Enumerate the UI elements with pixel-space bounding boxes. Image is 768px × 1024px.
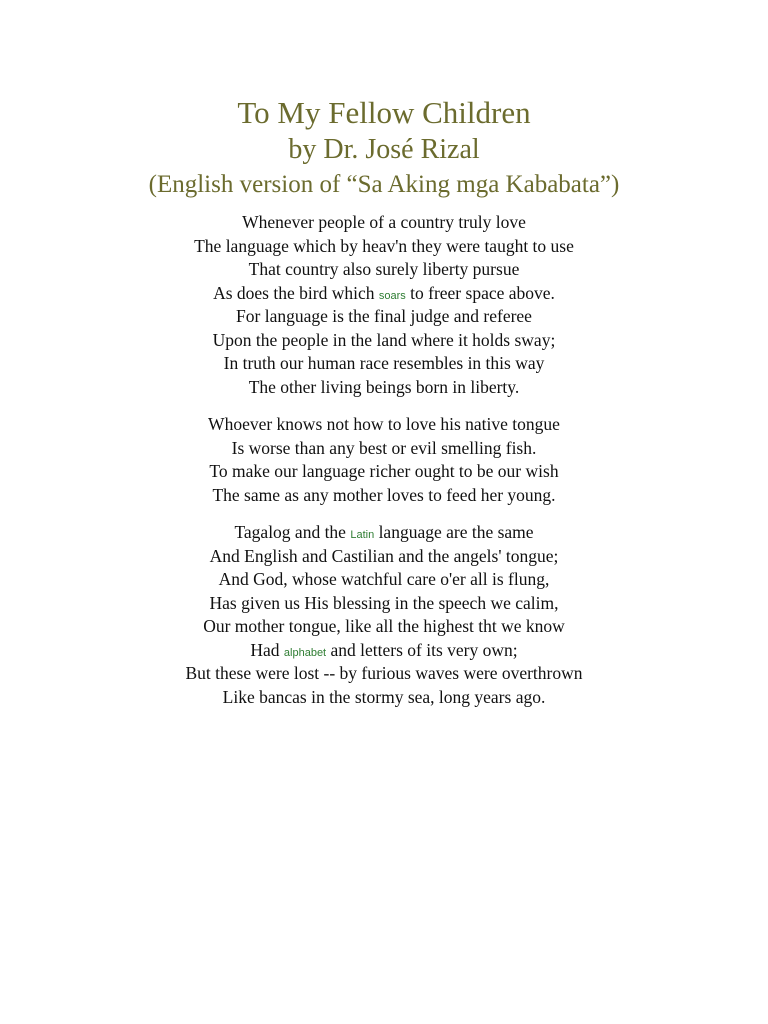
stanza-3 <box>0 521 768 709</box>
poem-line: But these were lost -- by furious waves were overthrown <box>185 663 583 683</box>
poem-line: Upon the people in the land where it holds sway; <box>212 329 556 350</box>
poem-line: Whoever knows not how to love his native tongue <box>208 414 560 434</box>
poem-title: To My Fellow Children <box>237 95 531 130</box>
poem-line: To make our language richer ought to be our wish <box>209 461 559 481</box>
stanza-2 <box>0 413 768 507</box>
title-block <box>0 94 768 201</box>
poem-line: Has given us His blessing in the speech we calim, <box>209 592 559 613</box>
poem-line <box>0 639 768 663</box>
poem-line: The same as any mother loves to feed her young. <box>212 484 556 505</box>
poem-line: The other living beings born in liberty. <box>248 376 520 397</box>
link-latin[interactable]: Latin <box>350 529 375 541</box>
poem-line: In truth our human race resembles in this way <box>223 353 545 373</box>
poem-line: The language which by heav'n they were taught to use <box>194 235 574 256</box>
poem-line: Like bancas in the stormy sea, long years ago. <box>222 686 546 707</box>
poem-line <box>0 521 768 545</box>
poem-line: For language is the final judge and referee <box>236 306 532 326</box>
poem-line: Is worse than any best or evil smelling fish. <box>231 437 537 458</box>
link-alphabet[interactable]: alphabet <box>283 646 327 659</box>
poem-line: Whenever people of a country truly love <box>242 212 526 232</box>
poem-line <box>0 282 768 306</box>
line-text: to freer space above. <box>405 282 555 303</box>
link-soars[interactable]: soars <box>378 289 406 302</box>
line-text: Tagalog and the <box>234 522 351 542</box>
line-text: Had <box>250 639 284 660</box>
poem-line: And English and Castilian and the angels' tongue; <box>209 545 559 566</box>
poem-line: That country also surely liberty pursue <box>248 259 520 279</box>
line-text: and letters of its very own; <box>326 639 518 660</box>
line-text: As does the bird which <box>213 282 379 303</box>
poem-subtitle: (English version of “Sa Aking mga Kababata”) <box>148 171 620 198</box>
poem-author: by Dr. José Rizal <box>288 134 480 165</box>
line-text: language are the same <box>374 522 534 542</box>
poem-line: And God, whose watchful care o'er all is flung, <box>218 569 550 589</box>
stanza-1 <box>0 211 768 399</box>
poem-body <box>0 211 768 723</box>
poem-line: Our mother tongue, like all the highest tht we know <box>203 616 565 636</box>
